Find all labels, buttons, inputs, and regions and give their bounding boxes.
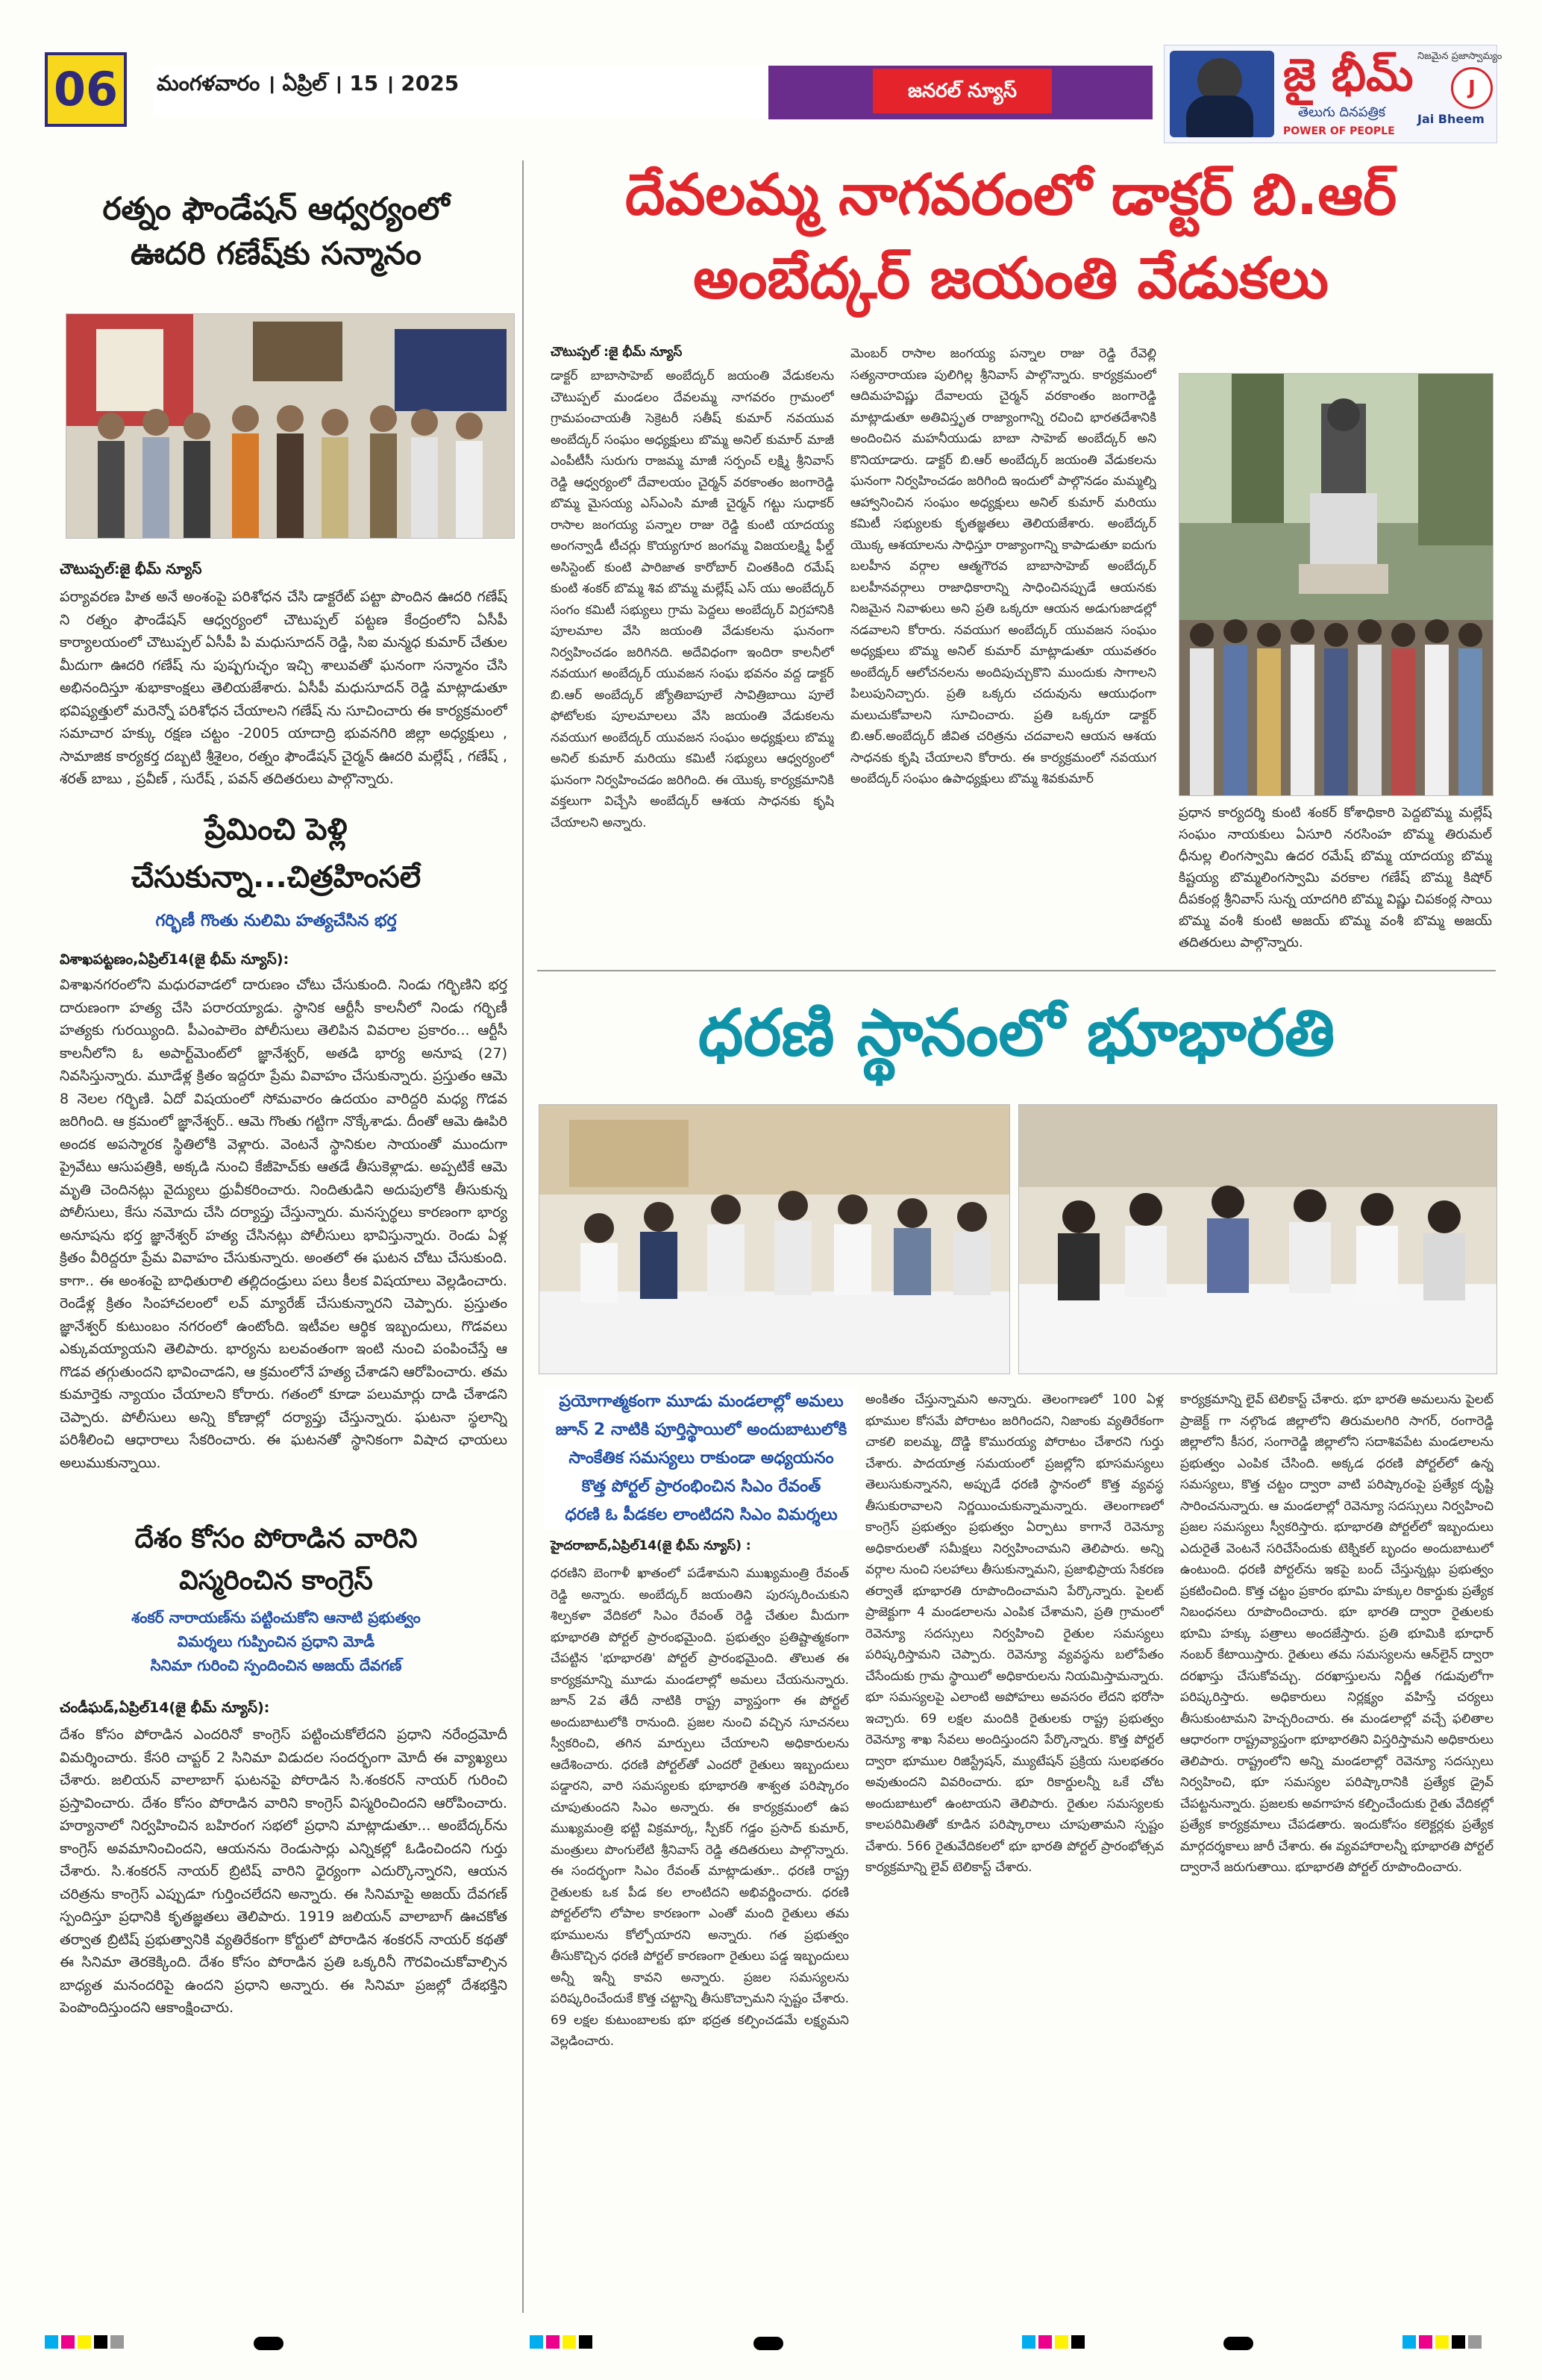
black-mark (579, 2335, 592, 2349)
ambedkar-headline-line2: అంబేద్కర్ జయంతి వేడుకలు (693, 245, 1329, 311)
jai-bheem-logo-icon: J (1451, 67, 1493, 109)
portrait-body (1186, 95, 1253, 137)
print-pill-mark (753, 2337, 783, 2350)
story1-headline-line1: రత్నం ఫౌండేషన్ ఆధ్వర్యంలో (102, 190, 450, 227)
magenta-mark (546, 2335, 560, 2349)
masthead-corner-text: నిజమైన ప్రజాస్వామ్యం (1417, 51, 1502, 62)
ambedkar-body-col1: డాక్టర్ బాబాసాహెబ్ అంబేద్కర్ జయంతి వేడుకలను చౌటుప్పల్ మండలం దేవలమ్మ నాగవరం గ్రామంలో గ్రామపంచాయతీ సెక్రెటరీ సతీష్ కుమార్ నవయువ అంబేద్కర్ సంఘం అధ్యక్షులు బొమ్మ అనిల్ కుమార్ మాజీ ఎంపీటీసీ సురుగు రాజమ్మ మాజీ సర్పంచ్ లక్ష్మి శ్రీనివాస్ రెడ్డి ఆధ్వర్యంలో దేవాలయం చైర్మన్ వరకాంతం జంగారెడ్డి బొమ్మ మైసయ్య ఎస్ఎంసి మాజీ చైర్మన్ గట్టు సుధాకర్ రాసాల జంగయ్య పన్నాల రాజు రెడ్డి కుంటి యాదయ్య అంగన్వాడీ టీచర్లు కొయ్యగూర జంగమ్మ విజయలక్ష్మి ఫీల్డ్ అసిస్టెంట్ కుంటి పారిజాత కారోబార్ చింతకింది రమేష్ కుంటి శంకర్ బొమ్మ శివ బొమ్మ మల్లేష్ ఎస్ యు అంబేద్కర్ సంగం కమిటీ సభ్యులు గ్రామ పెద్దలు అంబేద్కర్ విగ్రహానికి పూలమాల వేసి జయంతి వేడుకలను ఘనంగా నిర్వహించడం జరిగినది. అదేవిధంగా ఇందిరా కాలనీలో నవయుగ అంబేద్కర్ యువజన సంఘ భవనం వద్ద డాక్టర్ బి.ఆర్ అంబేద్కర్ జ్యోతిబాపూలే సావిత్రిబాయి పూలే ఫోటోలకు పూలమాలలు వేసి జయంతి వేడుకలను నవయుగ అంబేద్కర్ యువజన సంఘం అధ్యక్షులు బొమ్మ అనిల్ కుమార్ మరియు కమిటీ సభ్యులు ఆధ్వర్యంలో ఘనంగా నిర్వహించడం జరిగింది. ఈ యొక్క కార్యక్రమానికి వక్తలుగా విచ్చేసి అంబేద్కర్ ఆశయ సాధనకు కృషి చేయాలని అన్నారు. (551, 369, 834, 830)
black-mark (1452, 2335, 1465, 2349)
highlight-line3: సాంకేతిక సమస్యలు రాకుండా అధ్యయనం (568, 1449, 834, 1468)
ambedkar-photo-caption: ప్రధాన కార్యదర్శి కుంటి శంకర్ కోశాధికారి పెద్దబొమ్మ మల్లేష్ సంఘం నాయకులు ఏసూరి నరసింహ బొమ్మ తిరుమల్ ధీనుల్ల లింగస్వామి ఉదర రమేష్ బొమ్మ యాదయ్య బొమ్మ కిష్టయ్య బొమ్మలింగస్వామి వరకాల గణేష్ బొమ్మ కిషోర్ దీపకంఠ్ల శ్రీనివాస్ సున్న యాదగిరి బొమ్మ విష్ణు చిపకంఠ్ల సాయి బొమ్మ వంశీ కుంటి అజయ్ బొమ్మ వంశీ బొమ్మ అజయ్ తదితరులు పాల్గొన్నారు. (1179, 805, 1492, 951)
masthead-brand: Jai Bheem (1417, 112, 1485, 126)
statue-crowd-photo-icon (1179, 374, 1493, 795)
grey-mark (110, 2335, 124, 2349)
story3-headline-line2: విస్మరించిన కాంగ్రెస్ (179, 1565, 373, 1596)
story2-headline-line1: ప్రేమించి పెళ్లి (204, 812, 348, 847)
cm-meeting-photo-icon (1019, 1105, 1496, 1374)
bhubharathi-headline: ధరణి స్థానంలో భూభారతి (698, 996, 1335, 1071)
bhubharathi-photo-left (539, 1104, 1010, 1374)
story3-dateline: చండీఘడ్,ఏప్రిల్14(జై భీమ్ న్యూస్): (60, 1700, 270, 1716)
cyan-mark (530, 2335, 543, 2349)
ambedkar-story-headline (537, 153, 1485, 320)
story2-body: విశాఖనగరంలోని మధురవాడలో దారుణం చోటు చేసుకుంది. నిండు గర్భిణిని భర్త దారుణంగా హత్య చేసి పరారయ్యాడు. స్థానిక ఆర్టీసీ కాలనీలో నిండు గర్భిణీ హత్యకు గురయ్యింది. పీఎంపాలెం పోలీసులు తెలిపిన వివరాల ప్రకారం... ఆర్టీసీ కాలనీలోని ఓ అపార్ట్‌మెంట్‌లో జ్ఞానేశ్వర్, అతడి భార్య అనూష (27) నివసిస్తున్నారు. మూడేళ్ల క్రితం ఇద్దరూ ప్రేమ వివాహం చేసుకున్నారు. ప్రస్తుతం ఆమె 8 నెలల గర్భిణి. ఏదో విషయంలో సోమవారం ఉదయం వారిద్దరి మధ్య గొడవ జరిగింది. ఆ క్రమంలో జ్ఞానేశ్వర్.. ఆమె గొంతు గట్టిగా నొక్కేశాడు. దీంతో ఆమె ఊపిరి అందక అపస్మారక స్థితిలోకి వెళ్లారు. వెంటనే స్థానికుల సాయంతో ముందుగా ప్రైవేటు ఆసుపత్రికి, అక్కడి నుంచి కేజీహెచ్‌కు ఆతడే తీసుకెళ్లాడు. అప్పటికే ఆమె మృతి చెందినట్లు వైద్యులు ధ్రువీకరించారు. నిందితుడిని అదుపులోకి తీసుకున్న పోలీసులు, కేసు నమోదు చేసి దర్యాప్తు చేస్తున్నారు. మనస్పర్థలు కారణంగా భార్య అనూషను భర్త జ్ఞానేశ్వర్ హత్య చేసినట్లు పోలీసులు భావిస్తున్నారు. రెండు ఏళ్ల క్రితం వీరిద్దరూ ప్రేమ వివాహం చేసుకున్నారు. అంతలో ఈ ఘటన చోటు చేసుకుంది. కాగా.. ఈ అంశంపై బాధితురాలి తల్లిదండ్రులు పలు కీలక విషయాలు వెల్లడించారు. రెండేళ్ల క్రితం సింహాచలంలో లవ్ మ్యారేజ్ చేసుకున్నారని చెప్పారు. ప్రస్తుతం జ్ఞానేశ్వర్ కుటుంబం నగరంలో ఉంటోంది. ఇటీవల ఆర్థిక ఇబ్బందులు, గొడవలు ఎక్కువయ్యాయని తెలిపారు. భార్యను బలవంతంగా ఇంటి నుంచి పంపించేస్తే ఆ గొడవ తగ్గుతుందని భావించాడని, ఆ క్రమంలోనే హత్య చేశాడని ఆరోపించారు. తమ కుమార్తెకు న్యాయం చేయాలని కోరారు. గతంలో కూడా పలుమార్లు దాడి చేశాడని చెప్పారు. పోలీసులు అన్ని కోణాల్లో దర్యాప్తు చేస్తున్నారు. ఘటనా స్థలాన్ని పరిశీలించి ఆధారాలు సేకరించారు. ఈ ఘటనతో స్థానికంగా విషాద ఛాయలు అలుముకున్నాయి. (60, 977, 507, 1471)
story3-sub1: శంకర్ నారాయణ్‌ను పట్టించుకోని ఆనాటి ప్రభుత్వం (131, 1609, 421, 1626)
story1-photo (66, 313, 515, 539)
story3-headline (45, 1518, 507, 1602)
print-pill-mark (1223, 2337, 1253, 2350)
story3-headline-line1: దేశం కోసం పోరాడిన వారిని (134, 1523, 418, 1554)
meeting-photo-icon (539, 1105, 1009, 1374)
story3-sub2: విమర్శలు గుప్పించిన ప్రధాని మోడీ (177, 1632, 375, 1650)
story3-sub3: సినిమా గురించి స్పందించిన అజయ్ దేవగణ్ (150, 1656, 402, 1674)
yellow-mark (78, 2335, 91, 2349)
bhubharathi-body-col3: కార్యక్రమాన్ని లైవ్ టెలికాస్ట్ చేశారు. భూ భారతి అమలును పైలట్ ప్రాజెక్ట్ గా నల్గొండ జిల్లాలోని తిరుమలగిరి సాగర్, రంగారెడ్డి జిల్లాలోని కీసర, సంగారెడ్డి జిల్లాలోని సదాశివపేట మండలాలను ప్రభుత్వం ఎంపిక చేసింది. అక్కడ ధరణి పోర్టల్‌లో ఉన్న సమస్యలు, కొత్త చట్టం ద్వారా వాటి పరిష్కారంపై ప్రత్యేక దృష్టి సారించనున్నారు. ఆ మండలాల్లో రెవెన్యూ సదస్సులు నిర్వహించి ప్రజల సమస్యలు స్వీకరిస్తారు. భూభారతి పోర్టల్‌లో ఇబ్బందులు ఎదురైతే వెంటనే సరిచేసేందుకు టెక్నికల్ బృందం అందుబాటులో ఉంటుంది. ధరణి పోర్టల్‌ను ఇకపై బంద్ చేస్తున్నట్లు ప్రభుత్వం ప్రకటించింది. కొత్త చట్టం ప్రకారం భూమి హక్కుల రికార్డుకు ప్రత్యేక నిబంధనలు రూపొందించారు. భూ భారతి ద్వారా రైతులకు భూమి హక్కు పత్రాలు అందజేస్తారు. ప్రతి భూమికి భూధార్ నంబర్ కేటాయిస్తారు. రైతులు తమ సమస్యలను ఆన్‌లైన్ ద్వారా దరఖాస్తు చేసుకోవచ్చు. దరఖాస్తులను నిర్ణీత గడువులోగా పరిష్కరిస్తారు. అధికారులు నిర్లక్ష్యం వహిస్తే చర్యలు తీసుకుంటామని హెచ్చరించారు. ఈ మండలాల్లో వచ్చే ఫలితాల ఆధారంగా రాష్ట్రవ్యాప్తంగా భూభారతిని విస్తరిస్తామని అధికారులు తెలిపారు. రాష్ట్రంలోని అన్ని మండలాల్లో రెవెన్యూ సదస్సులు నిర్వహించి, భూ సమస్యల పరిష్కారానికి ప్రత్యేక డ్రైవ్ చేపట్టనున్నారు. ప్రజలకు అవగాహన కల్పించేందుకు రైతు వేదికల్లో ప్రత్యేక కార్యక్రమాలు చేపడతారు. ఇందుకోసం కలెక్టర్లకు ప్రత్యేక మార్గదర్శకాలు జారీ చేశారు. ఈ వ్యవహారాలన్నీ భూభారతి పోర్టల్ ద్వారానే జరుగుతాయి. భూభారతి పోర్టల్ రూపొందించారు. (1180, 1392, 1494, 1875)
masthead-tagline: POWER OF PEOPLE (1283, 125, 1395, 137)
story3-subheads (45, 1606, 507, 1677)
yellow-mark (1435, 2335, 1449, 2349)
story1-body: పర్యావరణ హిత అనే అంశంపై పరిశోధన చేసి డాక్టరేట్ పట్టా పొందిన ఊదరి గణేష్‌ ని రత్నం ఫౌండేషన్ ఆధ్వర్యంలో చౌటుప్పల్ పట్టణ కేంద్రంలోని ఏసీపీ కార్యాలయంలో చౌటుప్పల్ ఏసీపీ పి మధుసూదన్ రెడ్డి, సిఐ మన్మధ కుమార్ చేతుల మీదుగా ఊదరి గణేష్ ను పుష్పగుచ్ఛం ఇచ్చి శాలువతో ఘనంగా సన్మానం చేసి అభినందిస్తూ శుభాకాంక్షలు తెలియజేశారు. ఏసీపీ మధుసూదన్ రెడ్డి మాట్లాడుతూ భవిష్యత్తులో మరెన్నో పరిశోధన చేయాలని గణేష్ ను సూచించారు ఈ కార్యక్రమంలో సమాచార హక్కు రక్షణ చట్టం -2005 యాదాద్రి భువనగిరి జిల్లా అధ్యక్షులు , సామాజిక కార్యకర్త దబ్బటి శ్రీశైలం, రత్నం ఫౌండేషన్ చైర్మన్ ఊదరి మల్లేష్ , గణేష్ , శరత్ బాబు , ప్రవీణ్ , సురేష్ , పవన్ తదితరులు పాల్గొన్నారు. (60, 589, 507, 787)
ambedkar-body-col2: మెంబర్ రాసాల జంగయ్య పన్నాల రాజు రెడ్డి రేవెల్లి సత్యనారాయణ పులిగిల్ల శ్రీనివాస్ పాల్గొన్నారు. కార్యక్రమంలో ఆదిమహవిష్ణు దేవాలయ చైర్మన్ వరకాంతం జంగారెడ్డి మాట్లాడుతూ అతివిస్తృత రాజ్యాంగాన్ని రచించి భారతదేశానికి అందించిన మహనీయుడు బాబా సాహెబ్ అంబేద్కర్ అని కొనియాడారు. డాక్టర్ బి.ఆర్ అంబేద్కర్ జయంతి వేడుకలను ఘనంగా నిర్వహించడం జరిగింది ఇందులో పాల్గొనడం మమ్మల్ని ఆహ్వానించిన సంఘం అధ్యక్షులు అనిల్ కుమార్ మరియు కమిటీ సభ్యులకు కృతజ్ఞతలు తెలియజేశారు. అంబేద్కర్ యొక్క ఆశయాలను సాధిస్తూ రాజ్యాంగాన్ని కాపాడుతూ ఐదుగు బలహీన వర్గాల ఆత్మగౌరవ బాబాసాహెబ్ అంబేద్కర్ బలహీనవర్గాలు రాజాధికారాన్ని సాధించినప్పుడే ఆయనకు నిజమైన నివాళులు అని ప్రతి ఒక్కరూ ఆయన అడుగుజాడల్లో నడవాలని కోరారు. నవయుగ అంబేద్కర్ యువజన సంఘం అధ్యక్షులు బొమ్మ అనిల్ కుమార్ మాట్లాడుతూ యువతరం అంబేద్కర్ ఆలోచనలను అందిపుచ్చుకొని ముందుకు సాగాలని పిలుపునిచ్చారు. ప్రతి ఒక్కరు చదువును ఆయుధంగా మలుచుకోవాలని సూచించారు. ప్రతి ఒక్కరూ డాక్టర్ బి.ఆర్.అంబేద్కర్ జీవిత చరిత్రను చదవాలని ఆయన ఆశయ సాధనకు కృషి చేయాలని కోరారు. ఈ కార్యక్రమంలో నవయుగ అంబేద్కర్ సంఘం ఉపాధ్యక్షులు బొమ్మ శివకుమార్ (850, 346, 1156, 786)
bhubharathi-body-col2: అంకితం చేస్తున్నామని అన్నారు. తెలంగాణలో 100 ఏళ్ల భూముల కోసమే పోరాటం జరిగిందని, నిజాంకు వ్యతిరేకంగా చాకలి ఐలమ్మ, దొడ్డి కొమురయ్య పోరాటం చేశారని గుర్తు చేశారు. పాదయాత్ర సమయంలో ప్రజల్లోని భూసమస్యలు తెలుసుకున్నానని, అప్పుడే ధరణి స్థానంలో కొత్త వ్యవస్థ తీసుకురావాలని నిర్ణయించుకున్నామన్నారు. తెలంగాణలో కాంగ్రెస్ ప్రభుత్వం ప్రభుత్వం ఏర్పాటు కాగానే రెవెన్యూ అధికారులతో సమీక్షలు నిర్వహించామని తెలిపారు. అన్ని వర్గాల నుంచి సలహాలు తీసుకున్నామని, ప్రజాభిప్రాయ సేకరణ తర్వాతే భూభారతి రూపొందించామని పేర్కొన్నారు. పైలట్ ప్రాజెక్టుగా 4 మండలాలను ఎంపిక చేశామని, ప్రతి గ్రామంలో రెవెన్యూ సదస్సులు నిర్వహించి రైతుల సమస్యలు పరిష్కరిస్తామని చెప్పారు. రెవెన్యూ వ్యవస్థను బలోపేతం చేసేందుకు గ్రామ స్థాయిలో అధికారులను నియమిస్తామన్నారు. భూ సమస్యలపై ఎలాంటి అపోహలు అవసరం లేదని భరోసా ఇచ్చారు. 69 లక్షల మందికి రైతులకు రాష్ట్ర ప్రభుత్వం రెవెన్యూ శాఖ సేవలు అందిస్తుందని పేర్కొన్నారు. కొత్త పోర్టల్ ద్వారా భూముల రిజిస్ట్రేషన్, మ్యుటేషన్ ప్రక్రియ సులభతరం అవుతుందని వివరించారు. భూ రికార్డులన్నీ ఒకే చోట అందుబాటులో ఉంటాయని తెలిపారు. రైతుల సమస్యలకు కాలపరిమితితో కూడిన పరిష్కారాలు చూపుతామని స్పష్టం చేశారు. 566 రైతువేదికలలో భూ భారతి పోర్టల్ ప్రారంభోత్సవ కార్యక్రమాన్ని లైవ్ టెలికాస్ట్ చేశారు. (865, 1392, 1164, 1875)
ambedkar-dateline: చౌటుప్పల్ :జై భీమ్ న్యూస్ (551, 345, 683, 360)
section-divider (537, 970, 1496, 971)
cyan-mark (45, 2335, 58, 2349)
highlight-line5: ధరణి ఓ పీడకల లాంటిదని సిఎం విమర్శలు (565, 1506, 838, 1524)
highlight-line1: ప్రయోగాత్మకంగా మూడు మండలాల్లో అమలు (559, 1392, 844, 1411)
story3-body: దేశం కోసం పోరాడిన ఎందరినో కాంగ్రెస్ పట్టించుకోలేదని ప్రధాని నరేంద్రమోదీ విమర్శించారు. కేసరి చాప్టర్ 2 సినిమా విడుదల సందర్భంగా మోదీ ఈ వ్యాఖ్యలు చేశారు. జలియన్ వాలాబాగ్ ఘటనపై పోరాడిన సి.శంకరన్ నాయర్ గురించి ప్రస్తావించారు. దేశం కోసం పోరాడిన వారిని కాంగ్రెస్ విస్మరించిందని ఆరోపించారు. హర్యానాలో నిర్వహించిన బహిరంగ సభలో ప్రధాని మాట్లాడుతూ... అంబేద్కర్‌ను కాంగ్రెస్ అవమానించిందని, ఆయనను రెండుసార్లు ఎన్నికల్లో ఓడించిందని గుర్తు చేశారు. సి.శంకరన్ నాయర్ బ్రిటిష్ వారిని ధైర్యంగా ఎదుర్కొన్నారని, ఆయన చరిత్రను కాంగ్రెస్ ఎప్పుడూ గుర్తించలేదని అన్నారు. ఈ సినిమాపై అజయ్ దేవగణ్ స్పందిస్తూ ప్రధానికి కృతజ్ఞతలు తెలిపారు. 1919 జలియన్ వాలాబాగ్ ఊచకోత తర్వాత బ్రిటిష్ ప్రభుత్వానికి వ్యతిరేకంగా కోర్టులో పోరాడిన శంకరన్ నాయర్ కథతో ఈ సినిమా తెరకెక్కింది. దేశం కోసం పోరాడిన ప్రతి ఒక్కరినీ గౌరవించుకోవాల్సిన బాధ్యత మనందరిపై ఉందని ప్రధాని అన్నారు. ఈ సినిమా ప్రజల్లో దేశభక్తిని పెంపొందిస్తుందని ఆకాంక్షించారు. (60, 1726, 507, 2016)
issue-date: మంగళవారం । ఏప్రిల్ । 15 । 2025 (157, 71, 460, 95)
story2-headline (45, 806, 507, 901)
highlight-line2: జూన్ 2 నాటికి పూర్తిస్థాయిలో అందుబాటులోకి (555, 1421, 847, 1439)
masthead-subtitle: తెలుగు దినపత్రిక (1298, 104, 1386, 120)
story1-dateline: చౌటుప్పల్:జై భీమ్ న్యూస్ (60, 561, 202, 577)
magenta-mark (1419, 2335, 1432, 2349)
story2-dateline: విశాఖపట్టణం,ఏప్రిల్14(జై భీమ్ న్యూస్): (60, 951, 289, 968)
column-divider (522, 160, 524, 2313)
magenta-mark (1038, 2335, 1052, 2349)
masthead-title: జై భీమ్ (1283, 49, 1414, 101)
yellow-mark (1055, 2335, 1068, 2349)
page-number: 06 (45, 52, 127, 127)
bhubharathi-highlights (545, 1388, 858, 1529)
cyan-mark (1022, 2335, 1035, 2349)
black-mark (1071, 2335, 1085, 2349)
cyan-mark (1402, 2335, 1416, 2349)
yellow-mark (562, 2335, 576, 2349)
felicitation-photo-icon (66, 314, 514, 538)
grey-mark (1468, 2335, 1482, 2349)
story1-headline (45, 187, 507, 276)
story1-headline-line2: ఊదరి గణేష్‌కు సన్మానం (131, 235, 421, 272)
black-mark (94, 2335, 107, 2349)
bhubharathi-dateline: హైదరాబాద్,ఏప్రిల్14(జై భీమ్ న్యూస్) : (551, 1538, 751, 1553)
highlight-line4: కొత్త పోర్టల్ ప్రారంభించిన సిఎం రేవంత్ (581, 1477, 821, 1496)
story2-headline-line2: చేసుకున్నా...చిత్రహింసలే (131, 860, 421, 895)
story2-subhead: గర్భిణీ గొంతు నులిమి హత్యచేసిన భర్త (155, 912, 397, 930)
print-pill-mark (254, 2337, 283, 2350)
ambedkar-statue-photo (1179, 373, 1494, 796)
bhubharathi-photo-right (1018, 1104, 1497, 1374)
magenta-mark (61, 2335, 75, 2349)
ambedkar-headline-line1: దేవలమ్మ నాగవరంలో డాక్టర్ బి.ఆర్ (624, 161, 1397, 228)
section-label: జనరల్ న్యూస్ (873, 69, 1052, 113)
bhubharathi-body-col1: ధరణిని బెంగాళీ ఖాతంలో పడేశామని ముఖ్యమంత్రి రేవంత్ రెడ్డి అన్నారు. అంబేద్కర్ జయంతిని పురస్కరించుకుని శిల్పకళా వేదికలో సిఎం రేవంత్ రెడ్డి చేతుల మీదుగా భూభారతి పోర్టల్ ప్రారంభమైంది. ప్రభుత్వం ప్రతిష్టాత్మకంగా చేపట్టిన 'భూభారతి' పోర్టల్ ప్రారంభమైంది. తొలుత ఈ కార్యక్రమాన్ని మూడు మండలాల్లో అమలు చేయనున్నారు. జూన్ 2వ తేదీ నాటికి రాష్ట్ర వ్యాప్తంగా ఈ పోర్టల్ అందుబాటులోకి రానుంది. ప్రజల నుంచి వచ్చిన సూచనలు స్వీకరించి, తగిన మార్పులు చేయాలని అధికారులను ఆదేశించారు. ధరణి పోర్టల్‌తో ఎందరో రైతులు ఇబ్బందులు పడ్డారని, వారి సమస్యలకు భూభారతి శాశ్వత పరిష్కారం చూపుతుందని సిఎం అన్నారు. ఈ కార్యక్రమంలో ఉప ముఖ్యమంత్రి భట్టి విక్రమార్క, స్పీకర్ గడ్డం ప్రసాద్ కుమార్, మంత్రులు పొంగులేటి శ్రీనివాస్ రెడ్డి తదితరులు పాల్గొన్నారు. ఈ సందర్భంగా సిఎం రేవంత్ మాట్లాడుతూ.. ధరణి రాష్ట్ర రైతులకు ఒక పీడ కల లాంటిదని అభివర్ణించారు. ధరణి పోర్టల్‌లోని లోపాల కారణంగా ఎంతో మంది రైతులు తమ భూములను కోల్పోయారని అన్నారు. గత ప్రభుత్వం తీసుకొచ్చిన ధరణి పోర్టల్ కారణంగా రైతులు పడ్డ ఇబ్బందులు అన్నీ ఇన్నీ కావని అన్నారు. ప్రజల సమస్యలను పరిష్కరించేందుకే కొత్త చట్టాన్ని తీసుకొచ్చామని స్పష్టం చేశారు. 69 లక్షల కుటుంబాలకు భూ భద్రత కల్పించడమే లక్ష్యమని వెల్లడించారు. (551, 1566, 849, 2049)
